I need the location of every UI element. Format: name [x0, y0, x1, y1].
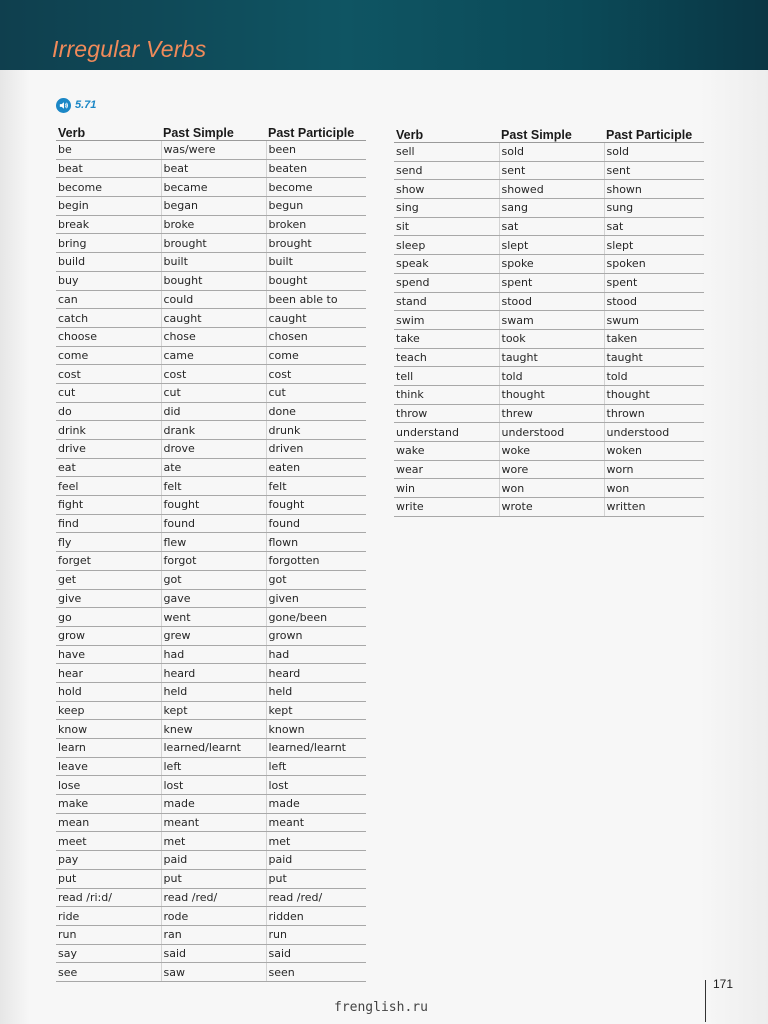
verb-cell: sell — [394, 143, 499, 162]
verb-cell: run — [56, 925, 161, 944]
verb-cell: eat — [56, 458, 161, 477]
past-simple-cell: forgot — [161, 552, 266, 571]
verb-cell: wake — [394, 442, 499, 461]
past-participle-cell: eaten — [266, 458, 366, 477]
table-row — [394, 255, 704, 274]
past-participle-cell: been — [266, 141, 366, 160]
verb-cell: drive — [56, 440, 161, 459]
table-row — [56, 514, 366, 533]
verb-cell: win — [394, 479, 499, 498]
past-simple-cell: brought — [161, 234, 266, 253]
verb-cell: find — [56, 514, 161, 533]
verb-cell: get — [56, 570, 161, 589]
past-simple-cell: threw — [499, 404, 604, 423]
table-row — [56, 234, 366, 253]
past-participle-cell: beaten — [266, 159, 366, 178]
table-row — [56, 346, 366, 365]
table-row — [56, 383, 366, 402]
past-simple-cell: heard — [161, 664, 266, 683]
past-simple-cell: read /red/ — [161, 888, 266, 907]
table-row — [56, 869, 366, 888]
past-simple-cell: paid — [161, 851, 266, 870]
verb-cell: ride — [56, 907, 161, 926]
past-simple-cell: gave — [161, 589, 266, 608]
past-simple-cell: drank — [161, 421, 266, 440]
past-participle-cell: made — [266, 795, 366, 814]
past-participle-cell: flown — [266, 533, 366, 552]
irregular-verbs-table-right — [394, 122, 704, 517]
table-row — [394, 311, 704, 330]
past-participle-cell: swum — [604, 311, 704, 330]
verb-cell: meet — [56, 832, 161, 851]
past-simple-cell: thought — [499, 385, 604, 404]
column-header-past-simple: Past Simple — [499, 122, 604, 143]
table-row — [56, 626, 366, 645]
table-row — [56, 645, 366, 664]
table-row — [394, 236, 704, 255]
verb-cell: wear — [394, 460, 499, 479]
table-row — [56, 739, 366, 758]
table-header-row — [394, 122, 704, 143]
past-simple-cell: bought — [161, 271, 266, 290]
table-row — [56, 327, 366, 346]
past-simple-cell: swam — [499, 311, 604, 330]
past-participle-cell: thrown — [604, 404, 704, 423]
past-simple-cell: could — [161, 290, 266, 309]
table-row — [56, 141, 366, 160]
past-participle-cell: spoken — [604, 255, 704, 274]
verb-cell: come — [56, 346, 161, 365]
past-simple-cell: slept — [499, 236, 604, 255]
past-simple-cell: did — [161, 402, 266, 421]
table-row — [56, 589, 366, 608]
past-participle-cell: sent — [604, 161, 704, 180]
verb-cell: mean — [56, 813, 161, 832]
table-row — [56, 608, 366, 627]
past-simple-cell: felt — [161, 477, 266, 496]
past-participle-cell: fought — [266, 496, 366, 515]
verb-cell: choose — [56, 327, 161, 346]
column-header-verb: Verb — [394, 122, 499, 143]
past-simple-cell: went — [161, 608, 266, 627]
past-simple-cell: was/were — [161, 141, 266, 160]
past-simple-cell: said — [161, 944, 266, 963]
table-row — [56, 701, 366, 720]
table-row — [56, 552, 366, 571]
table-row — [394, 180, 704, 199]
verb-cell: sit — [394, 217, 499, 236]
past-participle-cell: caught — [266, 309, 366, 328]
past-simple-cell: built — [161, 253, 266, 272]
verb-cell: begin — [56, 197, 161, 216]
past-participle-cell: done — [266, 402, 366, 421]
past-simple-cell: made — [161, 795, 266, 814]
past-participle-cell: thought — [604, 385, 704, 404]
past-simple-cell: grew — [161, 626, 266, 645]
verb-cell: go — [56, 608, 161, 627]
table-row — [56, 720, 366, 739]
verb-cell: know — [56, 720, 161, 739]
past-simple-cell: left — [161, 757, 266, 776]
table-row — [56, 795, 366, 814]
past-participle-cell: woken — [604, 442, 704, 461]
past-participle-cell: understood — [604, 423, 704, 442]
table-row — [56, 458, 366, 477]
table-row — [394, 498, 704, 517]
past-participle-cell: sung — [604, 199, 704, 218]
past-simple-cell: got — [161, 570, 266, 589]
verb-cell: do — [56, 402, 161, 421]
past-participle-cell: brought — [266, 234, 366, 253]
past-participle-cell: built — [266, 253, 366, 272]
verb-cell: buy — [56, 271, 161, 290]
past-simple-cell: meant — [161, 813, 266, 832]
table-row — [56, 290, 366, 309]
past-participle-cell: sat — [604, 217, 704, 236]
past-participle-cell: got — [266, 570, 366, 589]
past-simple-cell: knew — [161, 720, 266, 739]
past-participle-cell: been able to — [266, 290, 366, 309]
verb-cell: show — [394, 180, 499, 199]
verb-cell: catch — [56, 309, 161, 328]
past-participle-cell: slept — [604, 236, 704, 255]
past-simple-cell: held — [161, 682, 266, 701]
verb-cell: hold — [56, 682, 161, 701]
past-participle-cell: learned/learnt — [266, 739, 366, 758]
table-row — [394, 217, 704, 236]
table-row — [56, 309, 366, 328]
verb-cell: feel — [56, 477, 161, 496]
past-simple-cell: won — [499, 479, 604, 498]
past-participle-cell: kept — [266, 701, 366, 720]
column-header-past-participle: Past Participle — [604, 122, 704, 143]
column-header-past-participle: Past Participle — [266, 120, 366, 141]
verb-cell: cut — [56, 383, 161, 402]
verb-cell: give — [56, 589, 161, 608]
past-participle-cell: stood — [604, 292, 704, 311]
past-simple-cell: came — [161, 346, 266, 365]
past-simple-cell: cut — [161, 383, 266, 402]
audio-track-number: 5.71 — [75, 99, 97, 111]
past-simple-cell: put — [161, 869, 266, 888]
past-simple-cell: sat — [499, 217, 604, 236]
past-participle-cell: sold — [604, 143, 704, 162]
past-simple-cell: showed — [499, 180, 604, 199]
verb-cell: keep — [56, 701, 161, 720]
verb-cell: swim — [394, 311, 499, 330]
past-simple-cell: sang — [499, 199, 604, 218]
past-simple-cell: wrote — [499, 498, 604, 517]
past-simple-cell: had — [161, 645, 266, 664]
table-header-row — [56, 120, 366, 141]
verb-cell: write — [394, 498, 499, 517]
table-row — [394, 367, 704, 386]
footer-watermark-text: frenglish.ru — [334, 1000, 428, 1015]
past-participle-cell: spent — [604, 273, 704, 292]
past-participle-cell: run — [266, 925, 366, 944]
page-number-rule — [705, 980, 706, 1022]
verb-cell: tell — [394, 367, 499, 386]
past-simple-cell: cost — [161, 365, 266, 384]
verb-cell: say — [56, 944, 161, 963]
verb-cell: see — [56, 963, 161, 982]
verb-cell: teach — [394, 348, 499, 367]
past-simple-cell: beat — [161, 159, 266, 178]
table-row — [56, 963, 366, 982]
table-row — [394, 442, 704, 461]
past-simple-cell: flew — [161, 533, 266, 552]
past-participle-cell: written — [604, 498, 704, 517]
audio-track-link[interactable] — [56, 97, 96, 113]
past-participle-cell: cut — [266, 383, 366, 402]
verb-cell: pay — [56, 851, 161, 870]
table-row — [394, 348, 704, 367]
past-participle-cell: won — [604, 479, 704, 498]
table-row — [394, 292, 704, 311]
verb-cell: cost — [56, 365, 161, 384]
table-row — [394, 273, 704, 292]
table-row — [56, 757, 366, 776]
past-simple-cell: kept — [161, 701, 266, 720]
table-row — [56, 682, 366, 701]
table-row — [394, 199, 704, 218]
past-participle-cell: broken — [266, 215, 366, 234]
past-simple-cell: told — [499, 367, 604, 386]
verb-cell: throw — [394, 404, 499, 423]
table-row — [56, 253, 366, 272]
past-participle-cell: put — [266, 869, 366, 888]
verb-cell: build — [56, 253, 161, 272]
past-participle-cell: had — [266, 645, 366, 664]
past-participle-cell: found — [266, 514, 366, 533]
verb-cell: make — [56, 795, 161, 814]
verb-cell: bring — [56, 234, 161, 253]
past-simple-cell: learned/learnt — [161, 739, 266, 758]
table-row — [394, 329, 704, 348]
past-simple-cell: spoke — [499, 255, 604, 274]
verb-cell: read /ri:d/ — [56, 888, 161, 907]
past-simple-cell: wore — [499, 460, 604, 479]
irregular-verbs-table-left — [56, 120, 366, 982]
past-participle-cell: chosen — [266, 327, 366, 346]
table-row — [56, 159, 366, 178]
past-participle-cell: taught — [604, 348, 704, 367]
table-row — [56, 215, 366, 234]
past-simple-cell: took — [499, 329, 604, 348]
verb-cell: send — [394, 161, 499, 180]
table-row — [56, 365, 366, 384]
past-participle-cell: felt — [266, 477, 366, 496]
verb-cell: break — [56, 215, 161, 234]
table-row — [56, 271, 366, 290]
past-simple-cell: stood — [499, 292, 604, 311]
verb-cell: think — [394, 385, 499, 404]
verb-cell: spend — [394, 273, 499, 292]
past-simple-cell: broke — [161, 215, 266, 234]
past-participle-cell: gone/been — [266, 608, 366, 627]
past-participle-cell: given — [266, 589, 366, 608]
table-row — [56, 813, 366, 832]
past-participle-cell: lost — [266, 776, 366, 795]
past-simple-cell: lost — [161, 776, 266, 795]
table-row — [56, 533, 366, 552]
table-row — [56, 925, 366, 944]
table-row — [56, 570, 366, 589]
past-simple-cell: ate — [161, 458, 266, 477]
page-number: 171 — [713, 977, 734, 991]
table-row — [56, 832, 366, 851]
past-simple-cell: drove — [161, 440, 266, 459]
past-simple-cell: chose — [161, 327, 266, 346]
past-participle-cell: begun — [266, 197, 366, 216]
verb-cell: fight — [56, 496, 161, 515]
table-row — [56, 477, 366, 496]
verb-cell: lose — [56, 776, 161, 795]
past-simple-cell: fought — [161, 496, 266, 515]
past-simple-cell: rode — [161, 907, 266, 926]
verb-cell: learn — [56, 739, 161, 758]
past-simple-cell: understood — [499, 423, 604, 442]
verb-cell: put — [56, 869, 161, 888]
column-header-past-simple: Past Simple — [161, 120, 266, 141]
past-simple-cell: caught — [161, 309, 266, 328]
table-row — [394, 143, 704, 162]
past-participle-cell: worn — [604, 460, 704, 479]
verb-cell: speak — [394, 255, 499, 274]
past-participle-cell: seen — [266, 963, 366, 982]
table-row — [394, 479, 704, 498]
table-row — [56, 776, 366, 795]
verb-cell: stand — [394, 292, 499, 311]
past-participle-cell: grown — [266, 626, 366, 645]
table-row — [56, 402, 366, 421]
past-simple-cell: sent — [499, 161, 604, 180]
column-header-verb: Verb — [56, 120, 161, 141]
past-participle-cell: become — [266, 178, 366, 197]
verb-cell: sleep — [394, 236, 499, 255]
past-participle-cell: forgotten — [266, 552, 366, 571]
verb-cell: sing — [394, 199, 499, 218]
past-participle-cell: shown — [604, 180, 704, 199]
verb-cell: understand — [394, 423, 499, 442]
past-simple-cell: taught — [499, 348, 604, 367]
verb-cell: fly — [56, 533, 161, 552]
chapter-header-banner — [0, 0, 768, 70]
past-simple-cell: saw — [161, 963, 266, 982]
verb-cell: can — [56, 290, 161, 309]
past-participle-cell: heard — [266, 664, 366, 683]
speaker-icon — [56, 98, 71, 113]
past-participle-cell: read /red/ — [266, 888, 366, 907]
past-simple-cell: met — [161, 832, 266, 851]
verb-cell: grow — [56, 626, 161, 645]
past-simple-cell: found — [161, 514, 266, 533]
past-simple-cell: began — [161, 197, 266, 216]
past-participle-cell: driven — [266, 440, 366, 459]
table-row — [394, 423, 704, 442]
past-participle-cell: bought — [266, 271, 366, 290]
table-row — [56, 944, 366, 963]
table-row — [394, 385, 704, 404]
table-row — [56, 197, 366, 216]
verb-cell: leave — [56, 757, 161, 776]
past-participle-cell: come — [266, 346, 366, 365]
past-participle-cell: cost — [266, 365, 366, 384]
past-participle-cell: said — [266, 944, 366, 963]
past-participle-cell: taken — [604, 329, 704, 348]
past-simple-cell: sold — [499, 143, 604, 162]
past-participle-cell: met — [266, 832, 366, 851]
table-row — [56, 421, 366, 440]
table-row — [394, 460, 704, 479]
past-simple-cell: spent — [499, 273, 604, 292]
past-simple-cell: ran — [161, 925, 266, 944]
table-row — [56, 178, 366, 197]
verb-cell: become — [56, 178, 161, 197]
table-row — [394, 161, 704, 180]
table-row — [56, 851, 366, 870]
table-row — [394, 404, 704, 423]
past-participle-cell: ridden — [266, 907, 366, 926]
verb-cell: drink — [56, 421, 161, 440]
verb-cell: beat — [56, 159, 161, 178]
past-simple-cell: became — [161, 178, 266, 197]
verb-cell: hear — [56, 664, 161, 683]
verb-cell: have — [56, 645, 161, 664]
verb-cell: forget — [56, 552, 161, 571]
table-row — [56, 888, 366, 907]
table-row — [56, 496, 366, 515]
page-title: Irregular Verbs — [52, 36, 207, 62]
past-simple-cell: woke — [499, 442, 604, 461]
table-row — [56, 440, 366, 459]
verb-cell: take — [394, 329, 499, 348]
past-participle-cell: paid — [266, 851, 366, 870]
past-participle-cell: meant — [266, 813, 366, 832]
past-participle-cell: drunk — [266, 421, 366, 440]
past-participle-cell: told — [604, 367, 704, 386]
table-row — [56, 907, 366, 926]
past-participle-cell: left — [266, 757, 366, 776]
table-row — [56, 664, 366, 683]
verb-cell: be — [56, 141, 161, 160]
past-participle-cell: known — [266, 720, 366, 739]
past-participle-cell: held — [266, 682, 366, 701]
